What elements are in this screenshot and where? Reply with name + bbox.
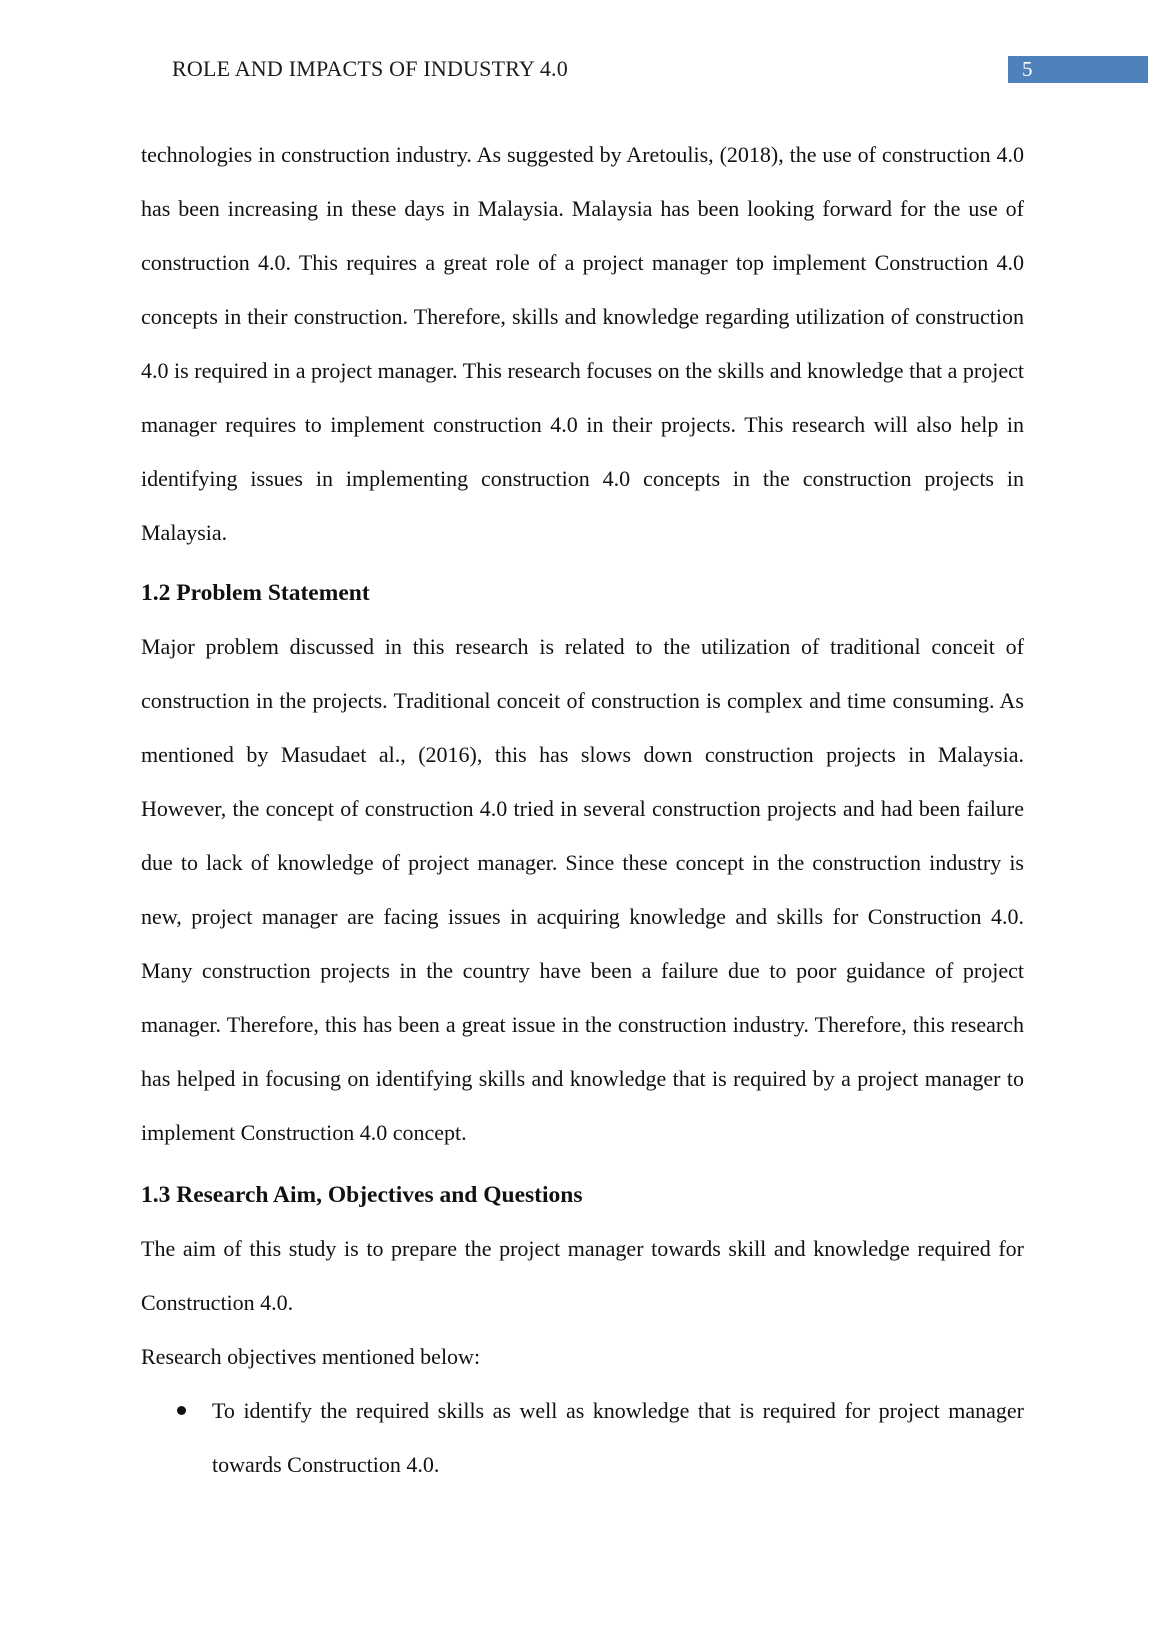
objectives-list bbox=[141, 1384, 1024, 1492]
objective-item bbox=[141, 1384, 1024, 1492]
bullet-icon bbox=[177, 1406, 186, 1415]
aim-paragraph: The aim of this study is to prepare the project manager towards skill and knowledge required for Construction 4.0. bbox=[141, 1236, 1024, 1315]
page-number: 5 bbox=[1008, 56, 1148, 83]
document-body bbox=[141, 128, 1024, 1492]
running-head-title: ROLE AND IMPACTS OF INDUSTRY 4.0 bbox=[172, 56, 568, 81]
intro-paragraph: technologies in construction industry. As suggested by Aretoulis, (2018), the use of construction 4.0 has been increasing in these days in Malaysia. Malaysia has been looking forward for the use of construction 4.0. This requires a great role of a project manager top implement Construction 4.0 concepts in their construction. Therefore, skills and knowledge regarding utilization of construction 4.0 is required in a project manager. This research focuses on the skills and knowledge that a project manager requires to implement construction 4.0 in their projects. This research will also help in identifying issues in implementing construction 4.0 concepts in the construction projects in Malaysia. bbox=[141, 142, 1024, 545]
objective-text: To identify the required skills as well as knowledge that is required for project manager towards Construction 4.0. bbox=[212, 1398, 1024, 1477]
problem-statement-paragraph: Major problem discussed in this research is related to the utilization of traditional conceit of construction in the projects. Traditional conceit of construction is complex and time consuming. As mentioned by Masudaet al., (2016), this has slows down construction projects in Malaysia. However, the concept of construction 4.0 tried in several construction projects and had been failure due to lack of knowledge of project manager. Since these concept in the construction industry is new, project manager are facing issues in acquiring knowledge and skills for Construction 4.0. Many construction projects in the country have been a failure due to poor guidance of project manager. Therefore, this has been a great issue in the construction industry. Therefore, this research has helped in focusing on identifying skills and knowledge that is required by a project manager to implement Construction 4.0 concept. bbox=[141, 634, 1024, 1145]
objectives-intro: Research objectives mentioned below: bbox=[141, 1344, 481, 1369]
research-aims-heading: 1.3 Research Aim, Objectives and Questions bbox=[141, 1182, 583, 1208]
problem-statement-heading: 1.2 Problem Statement bbox=[141, 580, 370, 606]
